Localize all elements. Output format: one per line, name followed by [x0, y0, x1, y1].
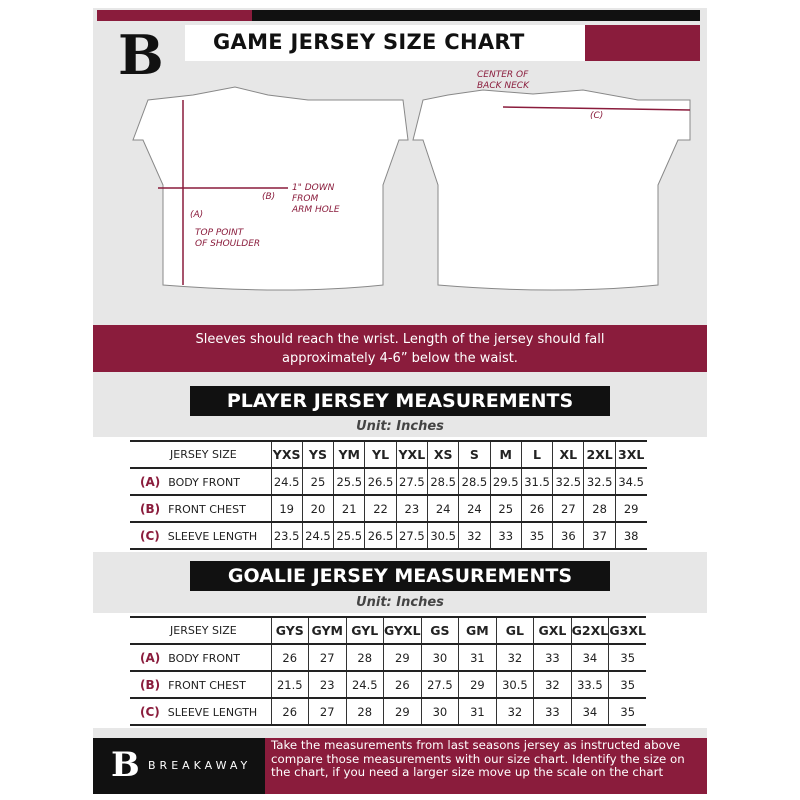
- table-cell: 30.5: [427, 522, 458, 549]
- table-cell: 25: [490, 495, 521, 522]
- table-cell: 35: [521, 522, 552, 549]
- title-accent-block: [585, 25, 700, 61]
- footer-brand: [93, 738, 265, 794]
- table-cell: 24: [459, 495, 490, 522]
- table-cell: 32: [496, 644, 534, 671]
- size-header: GS: [421, 617, 459, 644]
- label-a-note: TOP POINT OF SHOULDER: [195, 228, 261, 249]
- table-cell: 19: [271, 495, 302, 522]
- row-name: BODY FRONT: [168, 475, 240, 489]
- size-header: GM: [459, 617, 497, 644]
- table-cell: 26: [384, 671, 422, 698]
- size-header: 3XL: [615, 441, 646, 468]
- player-table-area: [93, 437, 707, 552]
- table-cell: 37: [584, 522, 615, 549]
- goalie-size-table: [130, 616, 646, 726]
- row-label: [130, 522, 271, 549]
- table-cell: 32.5: [553, 468, 584, 495]
- goalie-unit: Unit: Inches: [356, 595, 444, 610]
- table-cell: 22: [365, 495, 396, 522]
- table-cell: 34: [571, 698, 609, 725]
- table-cell: 27.5: [396, 468, 427, 495]
- row-letter: (C): [140, 704, 160, 719]
- size-header: M: [490, 441, 521, 468]
- table-cell: 38: [615, 522, 646, 549]
- table-cell: 24: [427, 495, 458, 522]
- row-label: [130, 671, 271, 698]
- row-label: [130, 644, 271, 671]
- row-label: [130, 495, 271, 522]
- table-cell: 21: [334, 495, 365, 522]
- jersey-diagram: [93, 60, 707, 325]
- table-cell: 29: [384, 698, 422, 725]
- label-b: (B): [262, 192, 276, 202]
- goalie-section-title: GOALIE JERSEY MEASUREMENTS: [190, 561, 610, 591]
- page-title: GAME JERSEY SIZE CHART: [185, 25, 585, 61]
- table-cell: 20: [302, 495, 333, 522]
- size-header: GL: [496, 617, 534, 644]
- table-cell: 23.5: [271, 522, 302, 549]
- goalie-table-area: [93, 613, 707, 728]
- table-cell: 26: [521, 495, 552, 522]
- table-cell: 26.5: [365, 468, 396, 495]
- table-cell: 24.5: [271, 468, 302, 495]
- table-header-row: [130, 617, 646, 644]
- fit-banner-text: Sleeves should reach the wrist. Length of the jersey should fall approximately 4-6” below the waist.: [195, 332, 605, 366]
- table-cell: 32: [496, 698, 534, 725]
- size-header: S: [459, 441, 490, 468]
- table-cell: 31.5: [521, 468, 552, 495]
- table-cell: 29: [384, 644, 422, 671]
- row-name: FRONT CHEST: [168, 502, 246, 516]
- size-header: YXL: [396, 441, 427, 468]
- table-cell: 36: [553, 522, 584, 549]
- table-cell: 23: [396, 495, 427, 522]
- header-label: JERSEY SIZE: [130, 617, 271, 644]
- row-label: [130, 468, 271, 495]
- label-a: (A): [190, 210, 204, 220]
- table-cell: 29.5: [490, 468, 521, 495]
- back-jersey: [413, 90, 690, 290]
- table-cell: 33: [490, 522, 521, 549]
- table-row: [130, 468, 647, 495]
- size-header: YL: [365, 441, 396, 468]
- table-cell: 34: [571, 644, 609, 671]
- size-header: XS: [427, 441, 458, 468]
- label-c-note: CENTER OF BACK NECK: [477, 70, 529, 91]
- size-header: YM: [334, 441, 365, 468]
- row-letter: (A): [140, 650, 161, 665]
- table-row: [130, 644, 646, 671]
- player-size-table: [130, 440, 647, 550]
- table-row: [130, 522, 647, 549]
- table-cell: 28.5: [459, 468, 490, 495]
- table-cell: 26: [271, 644, 309, 671]
- table-cell: 29: [615, 495, 646, 522]
- label-c: (C): [590, 111, 604, 121]
- row-name: SLEEVE LENGTH: [167, 529, 258, 543]
- table-cell: 27: [553, 495, 584, 522]
- table-cell: 25.5: [334, 522, 365, 549]
- row-name: FRONT CHEST: [168, 678, 246, 692]
- table-cell: 24.5: [302, 522, 333, 549]
- table-cell: 21.5: [271, 671, 309, 698]
- table-cell: 29: [459, 671, 497, 698]
- table-cell: 24.5: [346, 671, 384, 698]
- size-header: XL: [553, 441, 584, 468]
- size-header: GYL: [346, 617, 384, 644]
- size-header: G3XL: [609, 617, 647, 644]
- table-cell: 31: [459, 698, 497, 725]
- table-cell: 28: [584, 495, 615, 522]
- size-header: GYXL: [384, 617, 422, 644]
- size-header: GYM: [309, 617, 347, 644]
- table-row: [130, 671, 646, 698]
- table-cell: 33: [534, 698, 572, 725]
- row-letter: (C): [140, 528, 160, 543]
- table-cell: 28: [346, 644, 384, 671]
- row-letter: (B): [140, 501, 161, 516]
- table-cell: 26: [271, 698, 309, 725]
- table-cell: 23: [309, 671, 347, 698]
- row-label: [130, 698, 271, 725]
- table-cell: 35: [609, 671, 647, 698]
- table-cell: 34.5: [615, 468, 646, 495]
- top-accent-bar: [97, 10, 252, 21]
- footer-logo: B: [111, 745, 140, 785]
- table-cell: 27.5: [421, 671, 459, 698]
- row-name: BODY FRONT: [168, 651, 240, 665]
- table-cell: 32: [534, 671, 572, 698]
- table-row: [130, 698, 646, 725]
- top-dark-bar: [252, 10, 700, 21]
- size-header: GXL: [534, 617, 572, 644]
- table-cell: 31: [459, 644, 497, 671]
- fit-banner: [93, 325, 707, 372]
- footer-instructions: Take the measurements from last seasons jersey as instructed above compare those measurements with our size chart. Identify the size on the chart, if you need a larger size move up the scale on the chart: [265, 738, 707, 794]
- table-cell: 35: [609, 644, 647, 671]
- table-cell: 33: [534, 644, 572, 671]
- table-row: [130, 495, 647, 522]
- table-header-row: [130, 441, 647, 468]
- size-header: YS: [302, 441, 333, 468]
- table-cell: 27: [309, 644, 347, 671]
- table-cell: 25.5: [334, 468, 365, 495]
- table-cell: 26.5: [365, 522, 396, 549]
- row-letter: (A): [140, 474, 161, 489]
- table-cell: 27.5: [396, 522, 427, 549]
- table-cell: 32: [459, 522, 490, 549]
- table-cell: 35: [609, 698, 647, 725]
- size-header: L: [521, 441, 552, 468]
- footer-brand-name: BREAKAWAY: [148, 759, 252, 772]
- table-cell: 28.5: [427, 468, 458, 495]
- player-unit: Unit: Inches: [356, 419, 444, 434]
- size-header: GYS: [271, 617, 309, 644]
- label-b-note: 1" DOWN FROM ARM HOLE: [292, 183, 340, 215]
- table-cell: 30.5: [496, 671, 534, 698]
- player-section-title: PLAYER JERSEY MEASUREMENTS: [190, 386, 610, 416]
- header-label: JERSEY SIZE: [130, 441, 271, 468]
- table-cell: 27: [309, 698, 347, 725]
- table-cell: 33.5: [571, 671, 609, 698]
- row-letter: (B): [140, 677, 161, 692]
- table-cell: 30: [421, 644, 459, 671]
- row-name: SLEEVE LENGTH: [167, 705, 258, 719]
- brand-logo: B: [118, 23, 164, 87]
- table-cell: 25: [302, 468, 333, 495]
- size-header: 2XL: [584, 441, 615, 468]
- size-header: G2XL: [571, 617, 609, 644]
- table-cell: 32.5: [584, 468, 615, 495]
- table-cell: 28: [346, 698, 384, 725]
- table-cell: 30: [421, 698, 459, 725]
- size-header: YXS: [271, 441, 302, 468]
